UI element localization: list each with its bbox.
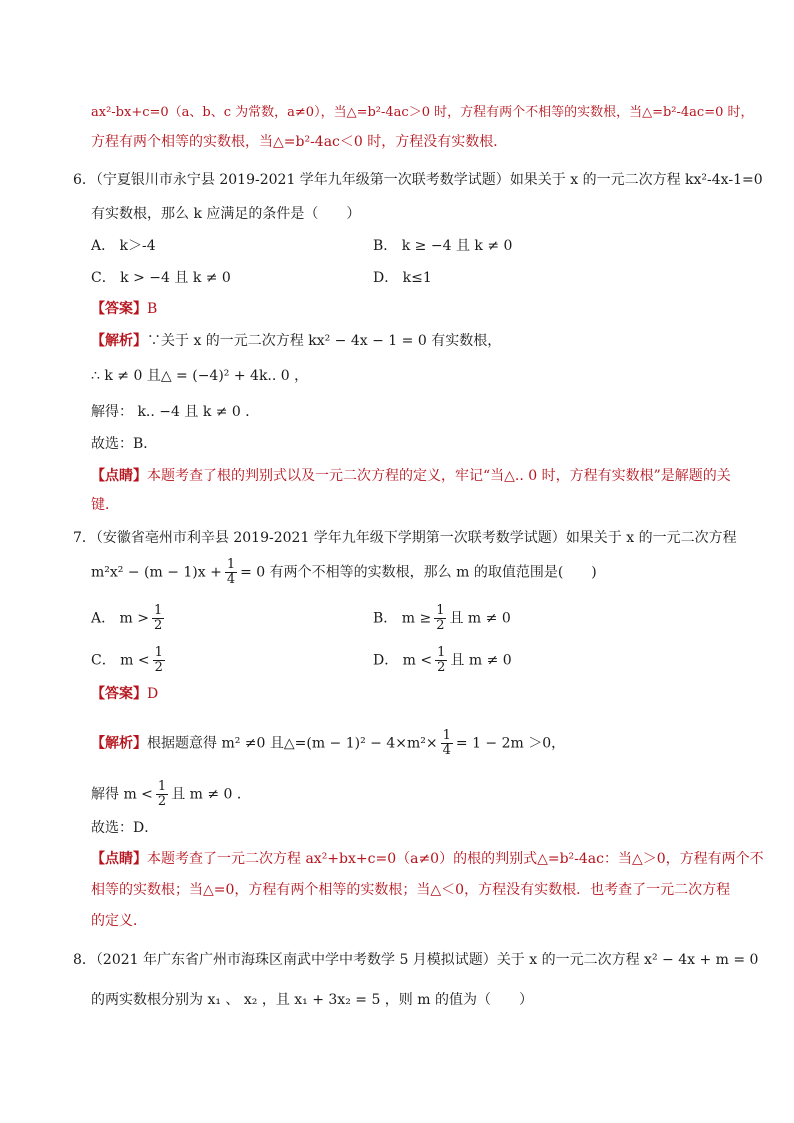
q6-stem: 如果关于 x 的一元二次方程 kx²-4x-1=0 [509, 172, 763, 188]
q6-analysis-4: 故选：B． [91, 436, 158, 452]
q7-option-a-text: A． m > [91, 610, 150, 627]
q7-option-d-fraction [435, 646, 447, 675]
q7-analysis-text-2a: 解得 m < [91, 786, 153, 803]
q7-comment-2: 相等的实数根；当△=0，方程有两个相等的实数根；当△＜0，方程没有实数根．也考查了一元二次方程 [91, 882, 731, 898]
q7-option-b-tail: 且 m ≠ 0 [449, 610, 511, 627]
q6-analysis-2: ∴ k ≠ 0 且△ = (−4)² + 4k.. 0 ， [91, 368, 309, 384]
q6-comment-1 [91, 466, 731, 486]
q7-equation-left: m²x² − (m − 1)x + [91, 564, 222, 581]
fraction-denominator: 2 [154, 618, 163, 633]
q7-analysis-text-1b: = 1 − 2m ＞0， [455, 735, 566, 752]
q6-analysis-1 [91, 331, 501, 351]
q7-analysis-fraction [441, 729, 453, 758]
fraction-denominator: 4 [442, 743, 451, 758]
fraction-denominator: 2 [436, 618, 445, 633]
fraction-numerator: 1 [157, 779, 167, 794]
q6-answer-tag: 【答案】 [91, 301, 147, 317]
q7-answer-tag: 【答案】 [91, 686, 147, 702]
q7-option-a [91, 604, 167, 633]
fraction-numerator: 1 [442, 728, 451, 743]
q6-analysis-text-1: ∵关于 x 的一元二次方程 kx² − 4x − 1 = 0 有实数根， [147, 333, 502, 349]
q6-stem-line [73, 170, 763, 190]
q6-option-c: C． k > −4 且 k ≠ 0 [91, 270, 231, 286]
q7-option-c-fraction [153, 646, 165, 675]
q7-comment-text-1: 本题考查了一元二次方程 ax²+bx+c=0（a≠0）的根的判别式△=b²-4ac：当△＞0，方程有两个不 [147, 851, 764, 867]
q7-analysis-3: 故选：D． [91, 820, 159, 836]
q6-answer [91, 299, 157, 319]
q7-option-d-tail: 且 m ≠ 0 [450, 652, 512, 669]
q7-option-a-fraction [152, 604, 164, 633]
q7-option-c [91, 646, 168, 675]
fraction-numerator: 1 [154, 603, 163, 618]
q7-analysis-2 [91, 780, 251, 809]
q7-comment-tag: 【点睛】 [91, 851, 147, 867]
q7-option-b [373, 604, 511, 633]
q7-source: （安徽省亳州市利辛县 2019-2021 学年九年级下学期第一次联考数学试题） [95, 530, 566, 546]
q7-answer-value: D [147, 686, 159, 702]
q7-comment-3: 的定义． [91, 913, 147, 929]
fraction-denominator: 4 [226, 572, 236, 587]
q6-analysis-3: 解得： k.. −4 且 k ≠ 0 ． [91, 404, 260, 420]
q7-equation-right: = 0 有两个不相等的实数根，那么 m 的取值范围是( ) [240, 564, 597, 581]
intro-line-1: ax²-bx+c=0（a、b、c 为常数，a≠0），当△=b²-4ac＞0 时，方程有两个不相等的实数根，当△=b²-4ac=0 时， [91, 105, 754, 120]
q7-analysis-2-fraction [156, 780, 168, 809]
q7-analysis-text-1a: 根据题意得 m² ≠0 且△=(m − 1)² − 4×m²× [147, 735, 438, 752]
fraction-denominator: 2 [437, 660, 446, 675]
q6-answer-value: B [147, 301, 158, 317]
q6-stem-line-2: 有实数根，那么 k 应满足的条件是（ ） [91, 206, 361, 222]
q7-option-b-fraction [434, 604, 446, 633]
q8-stem-line [73, 950, 758, 970]
q7-stem-line-2 [91, 558, 597, 587]
q7-analysis-text-2b: 且 m ≠ 0 ． [171, 786, 251, 803]
q6-analysis-tag: 【解析】 [91, 333, 147, 349]
q7-stem: 如果关于 x 的一元二次方程 [565, 530, 737, 546]
q6-option-b: B． k ≥ −4 且 k ≠ 0 [373, 238, 513, 254]
q8-stem: 关于 x 的一元二次方程 x² − 4x + m = 0 [496, 952, 759, 968]
q7-analysis-1 [91, 729, 565, 758]
q6-source: （宁夏银川市永宁县 2019-2021 学年九年级第一次联考数学试题） [95, 172, 510, 188]
fraction-denominator: 2 [154, 660, 163, 675]
q7-option-c-text: C． m < [91, 652, 150, 669]
q8-number: 8． [73, 952, 96, 968]
q7-option-d-text: D． m < [373, 652, 433, 669]
q8-source: （2021 年广东省广州市海珠区南武中学中考数学 5 月模拟试题） [95, 952, 497, 968]
fraction-denominator: 2 [157, 794, 167, 809]
fraction-numerator: 1 [437, 645, 446, 660]
q6-comment-tag: 【点睛】 [91, 468, 147, 484]
fraction-numerator: 1 [436, 603, 445, 618]
q7-stem-line [73, 528, 737, 548]
q6-option-a: A． k＞-4 [91, 238, 156, 254]
q6-comment-2: 键． [91, 497, 119, 513]
fraction-numerator: 1 [226, 557, 236, 572]
fraction-numerator: 1 [154, 645, 163, 660]
q7-option-b-text: B． m ≥ [373, 610, 432, 627]
q6-number: 6． [73, 172, 96, 188]
q7-number: 7． [73, 530, 96, 546]
q7-analysis-tag: 【解析】 [91, 735, 147, 752]
q8-stem-line-2: 的两实数根分别为 x₁ 、 x₂ ，且 x₁ + 3x₂ = 5 ，则 m 的值为（ ） [91, 992, 533, 1008]
q7-comment-1 [91, 849, 764, 869]
q7-answer [91, 684, 158, 704]
q6-comment-text-1: 本题考查了根的判别式以及一元二次方程的定义，牢记“当△.. 0 时，方程有实数根”是解题的关 [147, 468, 731, 484]
q6-option-d: D． k≤1 [373, 270, 432, 286]
q7-option-d [373, 646, 512, 675]
q7-fraction-quarter [225, 558, 237, 587]
intro-line-2: 方程有两个相等的实数根，当△=b²-4ac＜0 时，方程没有实数根． [91, 134, 508, 150]
